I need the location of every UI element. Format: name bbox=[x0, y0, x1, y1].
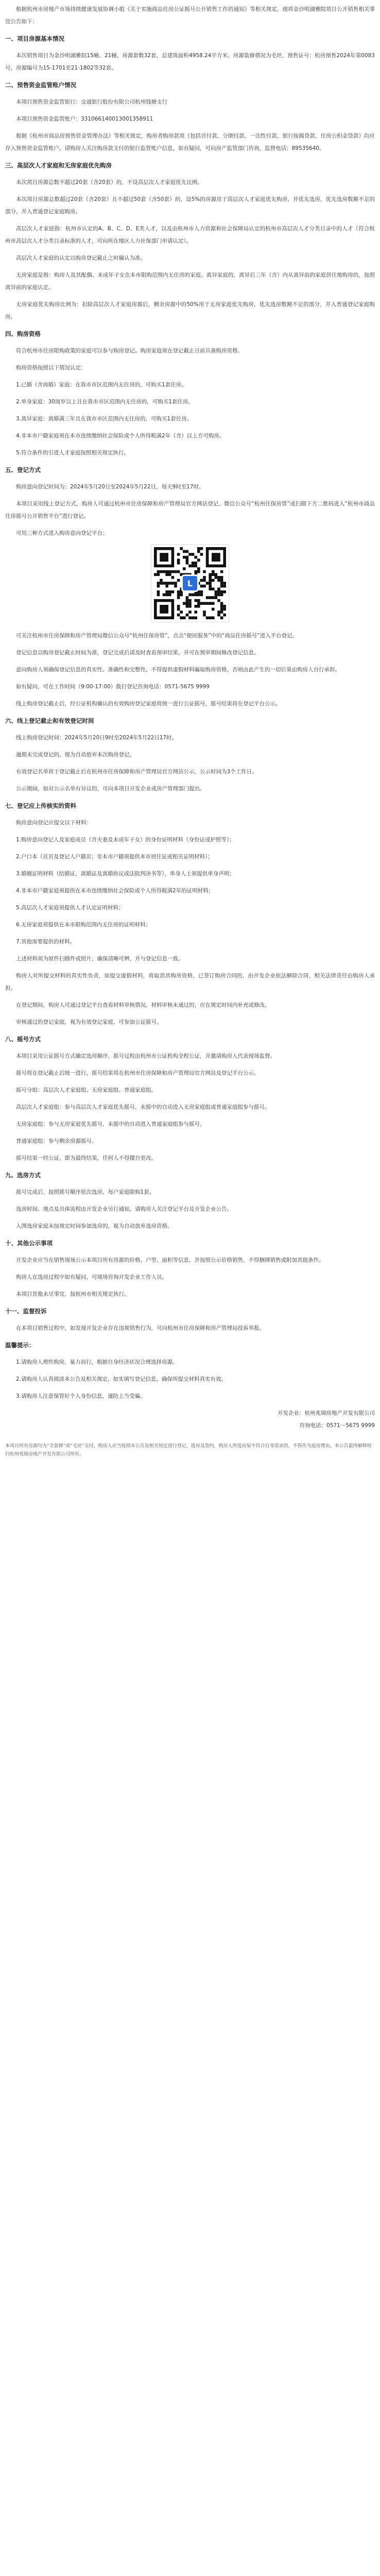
section-1-text: 本次销售项目为金沙明湖雅院15幢、21幢，房源套数32套，总建筑面积4958.24平方米，房源装修情况为毛坯，预售证号：杭房预售2024年第0083号，房源编号为15-1701至21-1802等32套。 bbox=[5, 53, 375, 71]
materials-item-1: 1.购房意向登记人及家庭成员（含夫妻及未成年子女）的身份证明材料（身份证或护照等）； bbox=[16, 837, 235, 843]
section-9-text-2: 选房时间、地点及具体流程由开发企业另行通知，请购房人关注登记平台及开发企业公告。 bbox=[16, 1206, 232, 1212]
qr-code-image[interactable] bbox=[151, 544, 229, 622]
qr-logo-icon: L bbox=[181, 574, 199, 592]
section-7-text-4: 审核通过的登记家庭，视为有效登记家庭，可参加公证摇号。 bbox=[16, 1019, 162, 1025]
footnote-text: 本项目所有房源均为“全装修”或“毛坯”交付，购房人应当按照本公告及相关规定进行登记、选房及签约，购房人所选房屋不符合自身需求的，不得作为退房理由。本公告最终解释权归杭州兆锦房地产开发有限公司所有。 bbox=[5, 1444, 372, 1457]
tip-item-2: 2.请购房人认真阅读本公告及相关规定，如实填写登记信息，确保所提交材料真实有效。 bbox=[16, 1376, 227, 1382]
materials-item-4: 4.非本市户籍家庭须提供在本市连续缴纳社会保险或个人所得税满2年的证明材料； bbox=[16, 888, 214, 894]
registration-entry-lead: 可用三种方式进入购房意向登记平台： bbox=[16, 530, 108, 536]
section-4-lead: 购房资格按照以下情况认定： bbox=[16, 365, 87, 371]
section-7-text-2: 购房人对所提交材料的真实性负责，如提交虚假材料，将取消其购房资格，已签订购房合同的，由开发企业依法解除合同，相关法律责任由购房人承担。 bbox=[5, 973, 375, 991]
escrow-note: 根据《杭州市商品房预售资金管理办法》等相关规定，购房者购房款项（包括首付款、分期付款、一次性付款、银行按揭贷款、住房公积金贷款）均应存入预售资金监管账户。请购房人关注购房款支付的银行监管账户信息，如有疑问，可向房产监管部门咨询，监督电话：89535640。 bbox=[5, 133, 375, 151]
section-3-heading: 三、高层次人才家庭和无房家庭优先购房 bbox=[5, 162, 112, 169]
tip-item-1: 1.请购房人理性购房，量力而行，根据自身经济状况合理选择房源。 bbox=[16, 1359, 178, 1365]
registration-time: 购房意向登记时间为：2024年5月20日至2024年5月22日，每天9时至17时。 bbox=[16, 484, 204, 490]
section-3-text-1: 本次项目房源总数不超过20套（含20套）的，不设高层次人才家庭优先比例。 bbox=[16, 179, 203, 185]
tips-heading: 温馨提示： bbox=[5, 1342, 35, 1349]
eligibility-item-5: 5.符合条件的引进人才家庭按照相关规定执行。 bbox=[16, 450, 130, 456]
escrow-bank: 本项目预售资金监管银行：交通银行股份有限公司杭州钱塘支行 bbox=[16, 99, 167, 105]
section-11-text-1: 在本项目销售过程中，如发现开发企业存在违规销售行为，可向杭州市住房保障和房产管理局投诉举报。 bbox=[16, 1325, 265, 1331]
section-4-text-1: 符合杭州市住房限购政策的家庭可以参与购房登记。购房家庭须在登记截止日前具备购房资格。 bbox=[16, 348, 243, 354]
tip-item-3: 3.请购房人注意保管好个人身份信息，谨防上当受骗。 bbox=[16, 1393, 146, 1399]
consult-phone: 如有疑问，可在工作时间（9:00-17:00）拨打登记咨询电话：0571-5675 9999 bbox=[16, 684, 210, 690]
section-6-text-3: 有效登记名单将于登记截止后在杭州市住房保障和房产管理局官方网站公示，公示时间为3个工作日。 bbox=[16, 769, 257, 775]
section-8-text-5: 无房家庭组：参与无房家庭优先摇号，未摇中的自动进入普通家庭组参与摇号。 bbox=[16, 1121, 205, 1127]
section-10-text-1: 开发企业应当在销售现场公示本项目所有房源的价格、户型、面积等信息，并按照公示价格销售，不得捆绑销售或附加其他条件。 bbox=[16, 1257, 324, 1263]
materials-item-2: 2.户口本（首页及登记人户籍页；非本市户籍须提供本市居住证或相关证明材料）； bbox=[16, 854, 213, 860]
section-3-text-5: 无房家庭是指：购房人及其配偶、未成年子女在本市限购范围内无住房的家庭。离异家庭的，离异后三年（含）内从离异前的家庭居住地购房的，按照离异前的家庭认定。 bbox=[5, 272, 375, 291]
section-7-text-3: 在登记期间，购房人可通过登记平台查看材料审核情况。材料审核未通过的，应在规定时间内补充或修改。 bbox=[16, 1002, 270, 1008]
section-5-text-7: 线上购房登记截止后，经公证机构确认的有效购房登记家庭将统一进行公证摇号，摇号结果将在登记平台公示。 bbox=[16, 701, 281, 707]
materials-item-6: 6.无房家庭须提供在本市限购范围内无住房的证明材料； bbox=[16, 922, 151, 928]
section-8-text-7: 摇号结果一经公证，即为最终结果，任何人不得擅自更改。 bbox=[16, 1155, 157, 1161]
eligibility-item-2: 2.单身家庭：30周岁以上且在我市市区范围内无住房的，可购买1套住房。 bbox=[16, 399, 194, 405]
qr-caption: 可关注杭州市住房保障和房产管理局微信公众号“杭州住保房管”，点击“便民服务”中的“商品住房摇号”进入平台登记。 bbox=[16, 633, 298, 639]
section-6-text-2: 逾期未完成登记的，视为自动放弃本次购房登记。 bbox=[16, 752, 135, 758]
materials-item-5: 5.高层次人才家庭须提供人才认定证明材料； bbox=[16, 905, 124, 911]
section-8-heading: 八、摇号方式 bbox=[5, 1036, 41, 1043]
eligibility-item-1: 1.已婚（含再婚）家庭：在我市市区范围内无住房的，可购买1套住房。 bbox=[16, 382, 187, 388]
section-6-text-1: 线上购房登记时间：2024年5月20日9时至2024年5月22日17时。 bbox=[16, 735, 178, 741]
section-5-text-4: 登记信息以购房登记截止时间为准，登记完成后请及时查看预审结果，并可在预审期间修改登记信息。 bbox=[16, 650, 260, 656]
eligibility-item-4: 4.非本市户籍家庭须在本市连续缴纳社会保险或个人所得税满2年（含）以上方可购房。 bbox=[16, 433, 225, 439]
eligibility-item-3: 3.离异家庭：离婚满三年且在我市市区范围内无住房的，可购买1套住房。 bbox=[16, 416, 193, 422]
section-1-heading: 一、项目房源基本情况 bbox=[5, 35, 64, 42]
developer-contact: 咨询电话：0571－5675 9999 bbox=[299, 1422, 375, 1429]
section-10-heading: 十、其他公示事项 bbox=[5, 1240, 53, 1247]
section-8-text-4: 高层次人才家庭组：参与高层次人才家庭优先摇号，未摇中的自动进入无房家庭组或普通家庭组参与摇号。 bbox=[16, 1104, 270, 1110]
section-9-heading: 九、选房方式 bbox=[5, 1172, 41, 1179]
developer-signature: 开发企业：杭州兆锦房地产开发有限公司 bbox=[278, 1410, 375, 1416]
section-7-text-1: 上述材料须为原件扫描件或照片，确保清晰可辨，并与登记信息一致。 bbox=[16, 956, 184, 962]
section-9-text-1: 摇号完成后，按照摇号顺序依次选房，每户家庭限购1套。 bbox=[16, 1189, 155, 1195]
section-8-text-2: 摇号将在登记截止后统一进行，摇号结果将在杭州市住房保障和房产管理局官方网站及登记平台公示。 bbox=[16, 1070, 260, 1076]
intro-paragraph: 根据杭州市房地产市场持续健康发展协调小组《关于实施商品住房公证摇号公开销售工作的通知》等相关规定，现将金沙明湖雅院项目公开销售相关事宜公告如下： bbox=[5, 6, 375, 25]
section-10-text-3: 本项目其他未尽事宜，按杭州市相关规定执行。 bbox=[16, 1291, 130, 1297]
materials-lead: 购房意向登记应提交以下材料： bbox=[16, 820, 92, 826]
section-5-text-5: 意向购房人须确保登记信息的真实性、准确性和完整性，不得提供虚假材料骗取购房资格，否则由此产生的一切后果由购房人自行承担。 bbox=[16, 667, 340, 673]
section-2-heading: 二、预售资金监管账户情况 bbox=[5, 81, 76, 89]
section-6-text-4: 公示期间，如对公示名单有异议的，可向本项目开发企业或房产管理部门提出。 bbox=[16, 786, 205, 792]
qr-code-container bbox=[5, 544, 375, 622]
escrow-account: 本项目预售资金监管账户：331066140013001358911 bbox=[16, 116, 153, 122]
section-10-text-2: 购房人在选房过程中如有疑问，可现场咨询开发企业工作人员。 bbox=[16, 1274, 167, 1280]
footnote-block bbox=[5, 1442, 375, 1459]
section-8-text-3: 摇号分组：高层次人才家庭组、无房家庭组、普通家庭组。 bbox=[16, 1087, 157, 1093]
section-11-heading: 十一、监督投诉 bbox=[5, 1308, 47, 1315]
registration-method: 本项目采用线上登记方式，购房人可通过杭州市住房保障和房产管理局官方网站登记、微信公众号“杭州住保房管”或扫描下方二维码进入“杭州市商品住房摇号公开销售平台”进行登记。 bbox=[5, 501, 375, 519]
section-3-text-2: 本次项目房源总数超过20套（含20套）且不超过50套（含50套）的，设5%的房源用于高层次人才家庭优先购房，并优先选房，优先选房数额不足的部分，并入普通登记家庭购房。 bbox=[5, 196, 375, 215]
section-6-heading: 六、线上登记截止和有效登记时间 bbox=[5, 717, 94, 724]
section-4-heading: 四、购房资格 bbox=[5, 330, 41, 337]
section-8-text-6: 普通家庭组：参与剩余房源摇号。 bbox=[16, 1138, 97, 1144]
section-8-text-1: 本项目采用公证摇号方式确定选房顺序，摇号过程由杭州市公证机构全程公证，并邀请购房人代表现场监督。 bbox=[16, 1053, 275, 1059]
materials-item-7: 7.其他需要提供的材料。 bbox=[16, 939, 76, 945]
section-7-heading: 七、登记应上传核实的资料 bbox=[5, 802, 76, 809]
materials-item-3: 3.婚姻证明材料（结婚证、离婚证及离婚协议或法院判决书等），单身人士须提供单身声明； bbox=[16, 871, 235, 877]
section-3-text-3: 高层次人才家庭指：杭州市认定的A、B、C、D、E类人才，以及由杭州市人力资源和社会保障局认定的杭州市高层次人才分类目录中的人才（符合杭州市高层次人才分类目录标准的人才，可向所在地区人力社保部门申请认定）。 bbox=[5, 226, 375, 244]
section-3-text-4: 高层次人才家庭的认定以购房登记截止之时确认为准。 bbox=[16, 255, 146, 261]
section-3-text-6: 无房家庭优先购房比例为：扣除高层次人才家庭房源后，剩余房源中的50%用于无房家庭优先购房，优先选房数额不足的部分，并入普通登记家庭购房。 bbox=[5, 301, 375, 320]
section-5-heading: 五、登记方式 bbox=[5, 466, 41, 473]
section-9-text-3: 入围选房家庭未按规定时间参加选房的，视为自动放弃选房资格。 bbox=[16, 1223, 173, 1229]
